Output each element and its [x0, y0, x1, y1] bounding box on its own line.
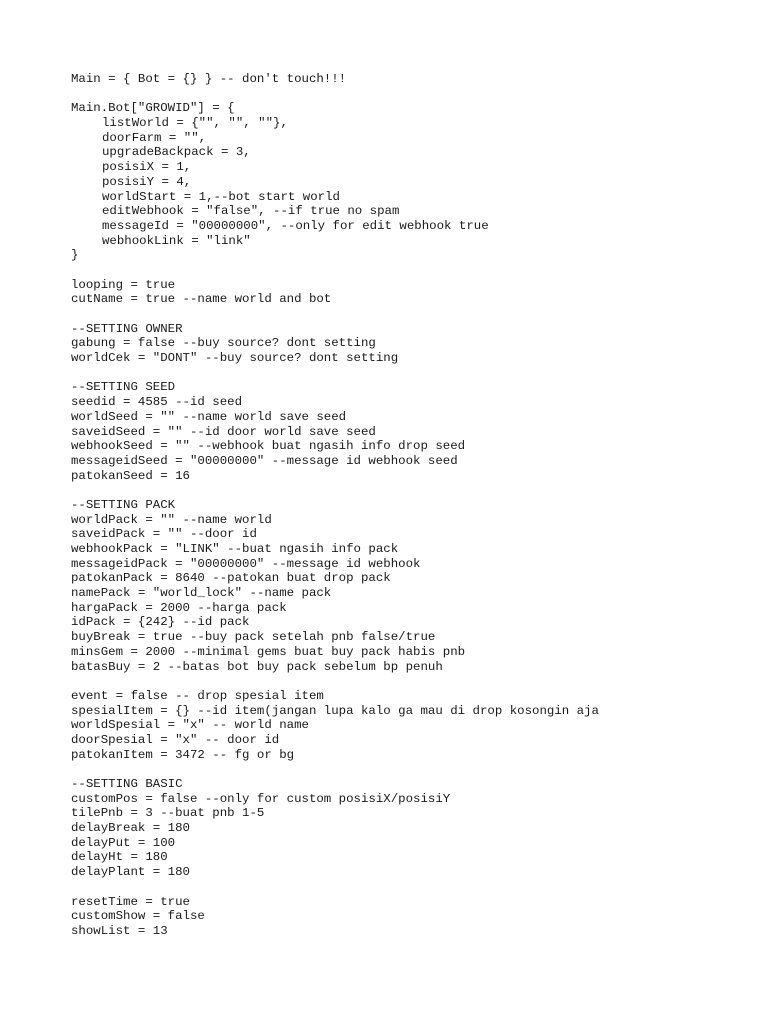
code-line: batasBuy = 2 --batas bot buy pack sebelum bp penuh — [71, 659, 443, 674]
blank-line — [71, 263, 751, 278]
code-line: tilePnb = 3 --buat pnb 1-5 — [71, 806, 265, 821]
blank-line — [71, 87, 751, 102]
code-line: seedid = 4585 --id seed — [71, 395, 243, 410]
code-line: cutName = true --name world and bot — [71, 292, 332, 307]
code-line: worldPack = "" --name world — [71, 512, 272, 527]
code-line: delayHt = 180 — [71, 850, 168, 865]
code-line: editWebhook = "false", --if true no spam — [102, 204, 400, 219]
code-line: worldSeed = "" --name world save seed — [71, 409, 347, 424]
blank-line — [71, 880, 751, 895]
code-line: doorFarm = "", — [102, 130, 207, 145]
block-setting-owner — [71, 322, 751, 366]
block-setting-seed — [71, 380, 751, 483]
code-line: customShow = false — [71, 909, 205, 924]
block-looping — [71, 278, 751, 307]
code-line: looping = true — [71, 277, 176, 292]
code-line: delayBreak = 180 — [71, 821, 190, 836]
code-line: posisiY = 4, — [102, 174, 192, 189]
code-line: buyBreak = true --buy pack setelah pnb false/true — [71, 630, 436, 645]
code-line: idPack = {242} --id pack — [71, 615, 250, 630]
code-line: minsGem = 2000 --minimal gems buat buy pack habis pnb — [71, 644, 466, 659]
code-line: webhookLink = "link" — [102, 233, 251, 248]
code-line: Main = { Bot = {} } -- don't touch!!! — [71, 72, 347, 86]
blank-line — [71, 307, 751, 322]
blank-line — [71, 762, 751, 777]
code-line: patokanPack = 8640 --patokan buat drop pack — [71, 571, 391, 586]
block-setting-basic — [71, 777, 751, 880]
code-line: spesialItem = {} --id item(jangan lupa kalo ga mau di drop kosongin aja — [71, 703, 599, 718]
code-line: resetTime = true — [71, 894, 190, 909]
code-line: posisiX = 1, — [102, 160, 192, 175]
code-line: showList = 13 — [71, 923, 168, 938]
code-line: messageidPack = "00000000" --message id webhook — [71, 556, 421, 571]
code-line: upgradeBackpack = 3, — [102, 145, 251, 160]
code-line: gabung = false --buy source? dont setting — [71, 336, 376, 351]
code-line: doorSpesial = "x" -- door id — [71, 732, 280, 747]
code-line: webhookSeed = "" --webhook buat ngasih info drop seed — [71, 439, 466, 454]
code-line: saveidSeed = "" --id door world save seed — [71, 424, 376, 439]
code-line: saveidPack = "" --door id — [71, 527, 257, 542]
code-line: webhookPack = "LINK" --buat ngasih info pack — [71, 542, 399, 556]
block-reset — [71, 895, 751, 939]
code-line: --SETTING BASIC — [71, 777, 183, 791]
code-line: patokanSeed = 16 — [71, 468, 190, 483]
code-line: messageidSeed = "00000000" --message id webhook seed — [71, 453, 458, 468]
code-line: namePack = "world_lock" --name pack — [71, 586, 332, 601]
blank-line — [71, 483, 751, 498]
code-line: } — [71, 248, 79, 263]
code-line: worldStart = 1,--bot start world — [102, 189, 340, 204]
blank-line — [71, 674, 751, 689]
block-main — [71, 72, 751, 87]
code-line: worldSpesial = "x" -- world name — [71, 718, 309, 733]
blank-line — [71, 366, 751, 381]
code-line: delayPut = 100 — [71, 835, 176, 850]
code-line: listWorld = {"", "", ""}, — [102, 116, 288, 131]
code-document — [71, 72, 751, 939]
code-line: --SETTING SEED — [71, 380, 176, 395]
block-bot-config — [71, 101, 751, 263]
block-setting-pack — [71, 498, 751, 674]
code-line: delayPlant = 180 — [71, 865, 190, 880]
code-line: event = false -- drop spesial item — [71, 688, 324, 703]
code-line: customPos = false --only for custom posisiX/posisiY — [71, 791, 451, 806]
code-line: hargaPack = 2000 --harga pack — [71, 600, 287, 615]
code-line: --SETTING PACK — [71, 497, 176, 512]
code-line: Main.Bot["GROWID"] = { — [71, 101, 235, 116]
code-line: --SETTING OWNER — [71, 321, 183, 336]
code-line: messageId = "00000000", --only for edit webhook true — [102, 218, 489, 233]
block-event — [71, 689, 751, 762]
code-line: worldCek = "DONT" --buy source? dont setting — [71, 351, 399, 366]
code-line: patokanItem = 3472 -- fg or bg — [71, 747, 295, 762]
